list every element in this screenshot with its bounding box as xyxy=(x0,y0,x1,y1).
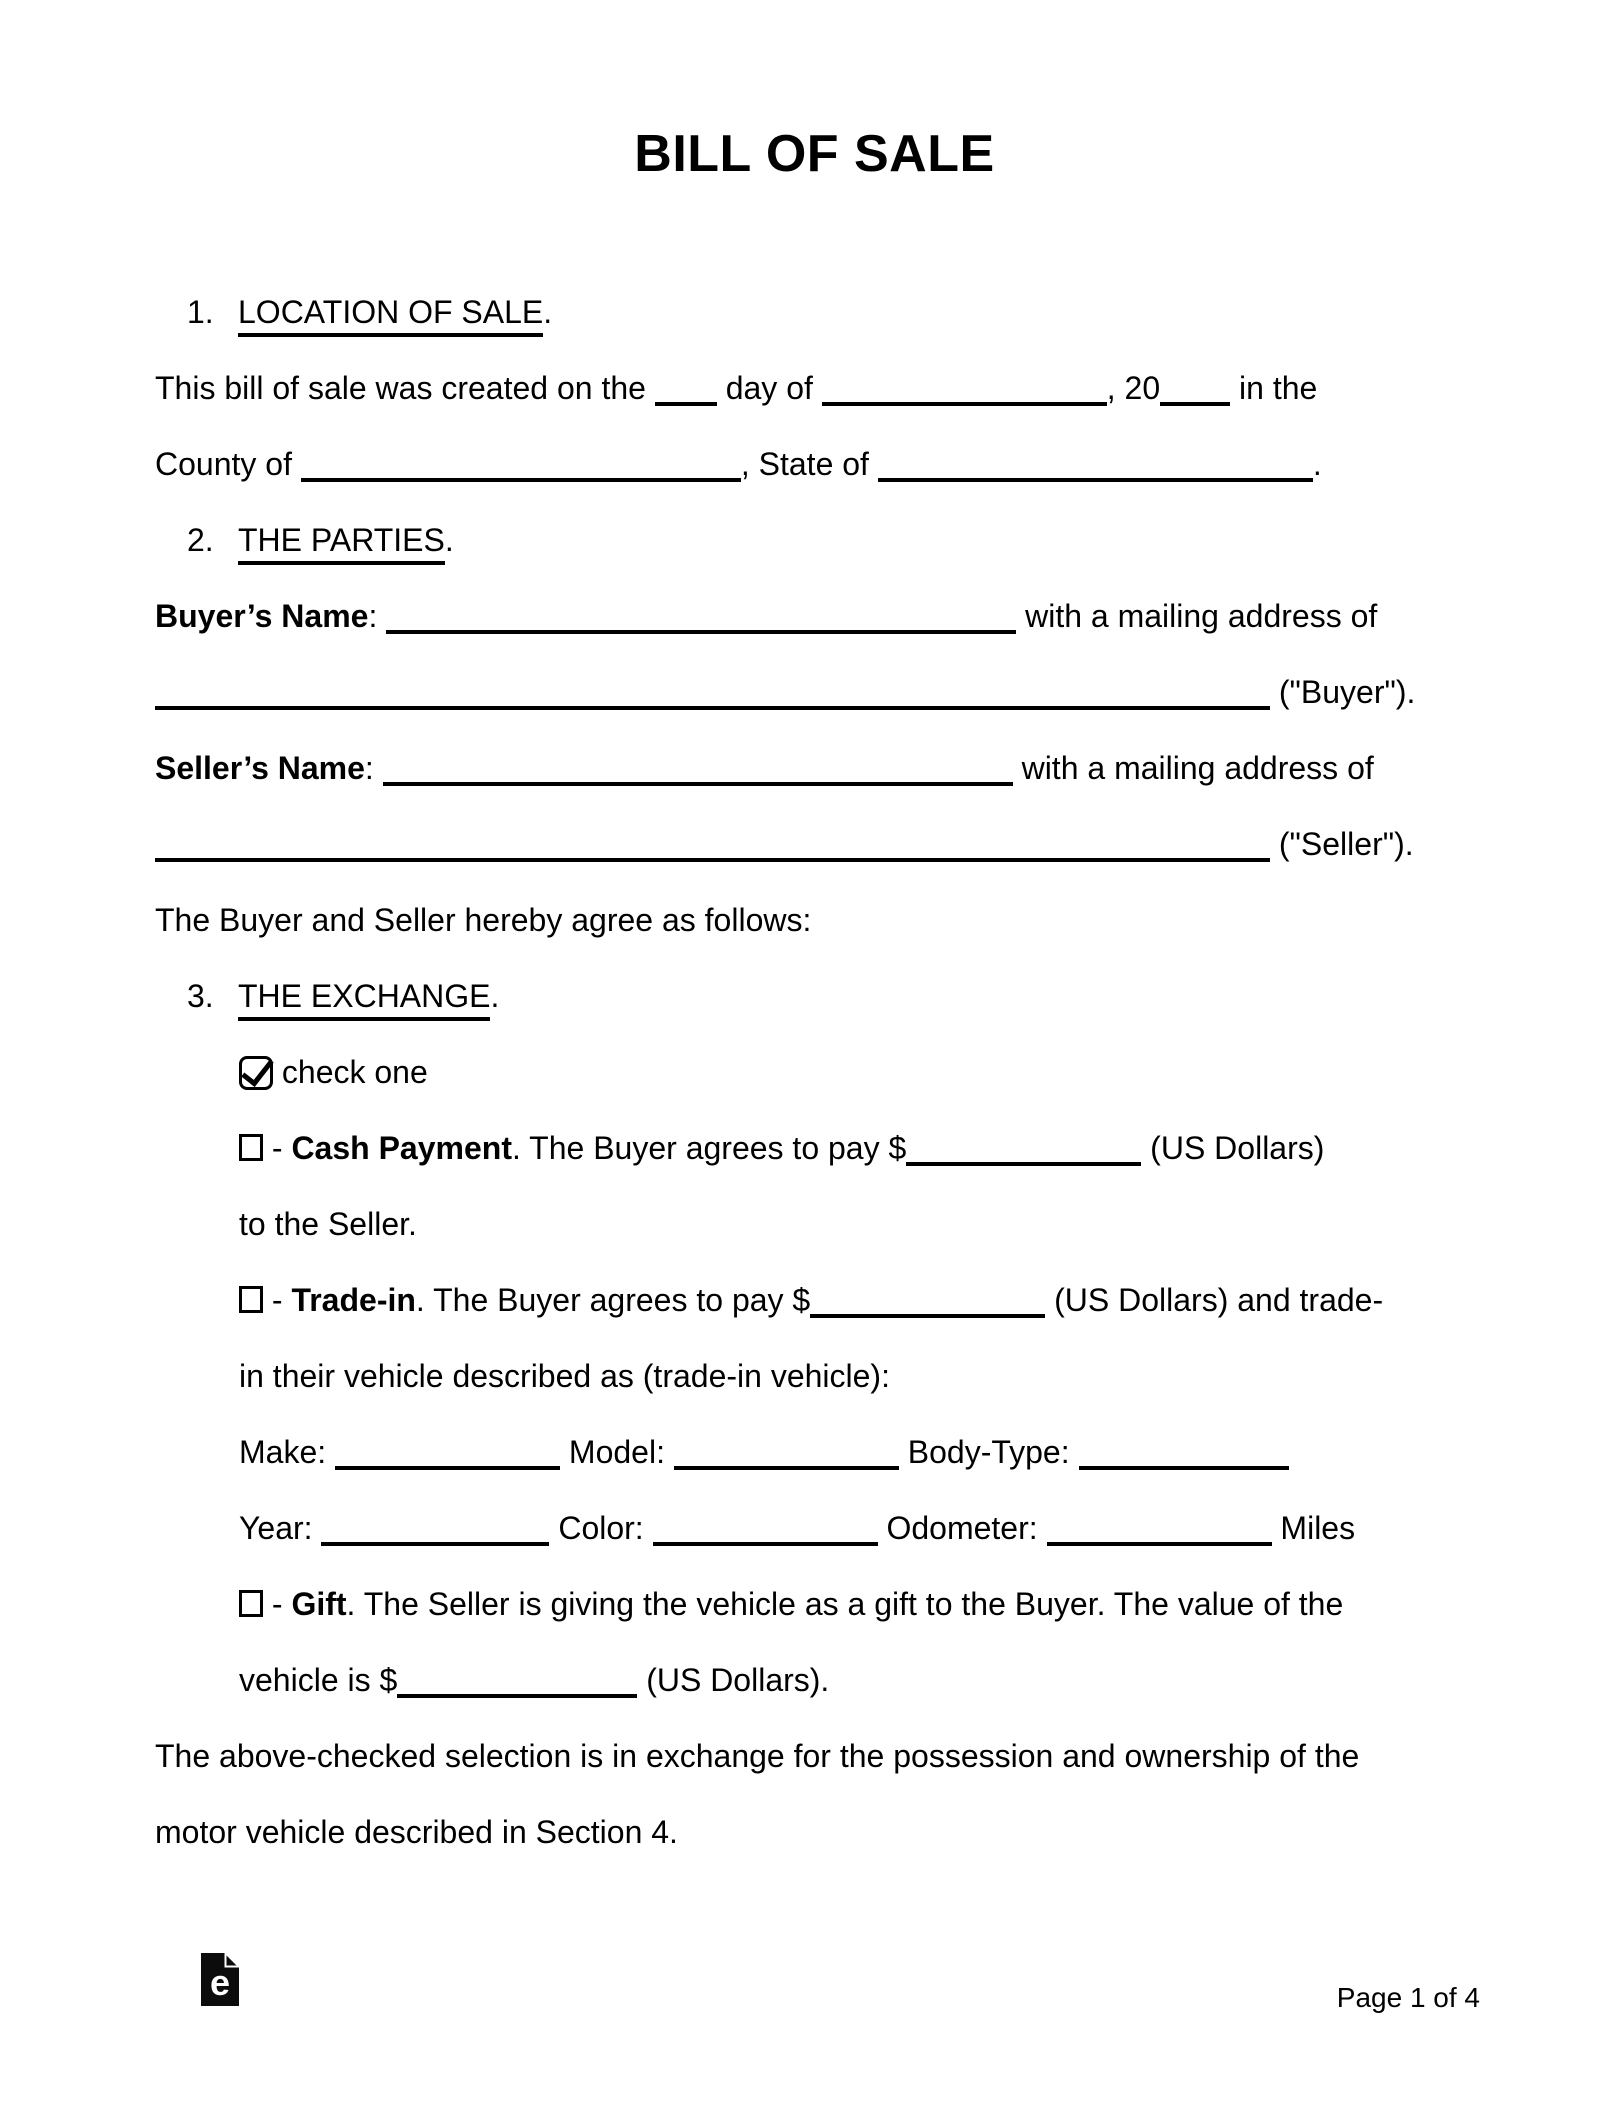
make-blank[interactable] xyxy=(335,1466,560,1470)
cash-payment-checkbox-icon[interactable] xyxy=(239,1134,263,1161)
text-segment: . The Buyer agrees to pay $ xyxy=(415,1282,811,1318)
text-segment: (US Dollars). xyxy=(637,1662,830,1698)
bold-text-segment: Buyer’s Name xyxy=(155,598,369,634)
text-segment: Miles xyxy=(1271,1510,1356,1546)
seller-name-line xyxy=(155,730,1474,806)
eforms-logo-icon xyxy=(201,1953,239,2006)
odometer-blank[interactable] xyxy=(1047,1542,1272,1546)
trade-amount-blank[interactable] xyxy=(810,1314,1045,1318)
section-1-heading-suffix: . xyxy=(543,294,553,330)
bold-text-segment: Trade-in xyxy=(291,1282,416,1318)
gift-checkbox-icon[interactable] xyxy=(239,1590,263,1617)
text-segment: . The Seller is giving the vehicle as a gift to the Buyer. The value of the xyxy=(346,1586,1344,1622)
text-segment: County of xyxy=(155,446,301,482)
text-segment: This bill of sale was created on the xyxy=(155,370,655,406)
cash-payment-line xyxy=(155,1110,1474,1186)
section-2-heading-number: 2. xyxy=(187,522,214,558)
text-segment: ("Buyer"). xyxy=(1270,674,1416,710)
gift-line xyxy=(155,1566,1474,1642)
closing-line-2 xyxy=(155,1794,1474,1870)
text-segment: Year: xyxy=(239,1510,322,1546)
text-segment: , State of xyxy=(740,446,878,482)
text-segment: motor vehicle described in Section 4. xyxy=(155,1814,678,1850)
text-segment: day of xyxy=(716,370,822,406)
document-content xyxy=(0,112,1624,1870)
county-blank[interactable] xyxy=(301,478,741,482)
text-segment: - xyxy=(263,1282,292,1318)
year-blank[interactable] xyxy=(1160,402,1230,406)
eforms-logo xyxy=(201,1953,239,2014)
vehicle-year-blank[interactable] xyxy=(321,1542,549,1546)
body-type-blank[interactable] xyxy=(1079,1466,1289,1470)
text-segment: to the Seller. xyxy=(239,1206,417,1242)
section-1-heading-label: LOCATION OF SALE xyxy=(238,294,543,337)
text-segment: Body-Type: xyxy=(898,1434,1079,1470)
section-2-heading-label: THE PARTIES xyxy=(238,522,445,565)
seller-address-line xyxy=(155,806,1474,882)
text-segment: vehicle is $ xyxy=(239,1662,398,1698)
section-3-heading-label: THE EXCHANGE xyxy=(238,978,490,1021)
bold-text-segment: Seller’s Name xyxy=(155,750,365,786)
vehicle-make-line xyxy=(155,1414,1474,1490)
text-segment: (US Dollars) xyxy=(1141,1130,1325,1166)
page-title: BILL OF SALE xyxy=(634,125,995,183)
page-number-label: Page 1 of 4 xyxy=(1336,1982,1480,2013)
text-segment: Make: xyxy=(239,1434,336,1470)
text-segment: - xyxy=(263,1130,292,1166)
text-segment: (US Dollars) and trade- xyxy=(1045,1282,1384,1318)
buyer-name-line xyxy=(155,578,1474,654)
trade-in-checkbox-icon[interactable] xyxy=(239,1286,263,1313)
vehicle-year-line xyxy=(155,1490,1474,1566)
text-segment: in the xyxy=(1230,370,1318,406)
svg-text:e: e xyxy=(209,1962,231,2003)
section-2-heading-suffix: . xyxy=(444,522,454,558)
seller-name-blank[interactable] xyxy=(383,782,1013,786)
bold-text-segment: Gift xyxy=(291,1586,347,1622)
bold-text-segment: Cash Payment xyxy=(291,1130,512,1166)
text-segment: , 20 xyxy=(1106,370,1161,406)
text-segment: Model: xyxy=(560,1434,674,1470)
buyer-name-blank[interactable] xyxy=(386,630,1016,634)
cash-amount-blank[interactable] xyxy=(906,1162,1141,1166)
text-segment: The above-checked selection is in exchange for the possession and ownership of the xyxy=(155,1738,1360,1774)
state-blank[interactable] xyxy=(878,478,1313,482)
model-blank[interactable] xyxy=(674,1466,899,1470)
county-state-line xyxy=(155,426,1474,502)
text-segment: check one xyxy=(273,1054,428,1090)
section-3-heading-number: 3. xyxy=(187,978,214,1014)
text-segment: ("Seller"). xyxy=(1270,826,1414,862)
section-3-heading xyxy=(155,958,1474,1034)
text-segment: - xyxy=(263,1586,292,1622)
buyer-address-blank[interactable] xyxy=(155,706,1270,710)
document-body xyxy=(155,274,1474,1870)
text-segment: in their vehicle described as (trade-in vehicle): xyxy=(239,1358,890,1394)
section-3-heading-suffix: . xyxy=(490,978,500,1014)
cash-payment-line-2 xyxy=(155,1186,1474,1262)
month-blank[interactable] xyxy=(822,402,1107,406)
gift-line-2 xyxy=(155,1642,1474,1718)
trade-in-line xyxy=(155,1262,1474,1338)
text-segment: Odometer: xyxy=(877,1510,1047,1546)
check-one-line xyxy=(155,1034,1474,1110)
day-blank[interactable] xyxy=(655,402,717,406)
section-2-heading xyxy=(155,502,1474,578)
text-segment: Color: xyxy=(549,1510,653,1546)
text-segment: The Buyer and Seller hereby agree as follows: xyxy=(155,902,812,938)
date-line xyxy=(155,350,1474,426)
section-1-heading xyxy=(155,274,1474,350)
gift-value-blank[interactable] xyxy=(397,1694,637,1698)
check-one-checkbox-checked-icon[interactable] xyxy=(239,1056,273,1090)
closing-line-1 xyxy=(155,1718,1474,1794)
color-blank[interactable] xyxy=(653,1542,878,1546)
text-segment: . xyxy=(1312,446,1322,482)
text-segment: : xyxy=(364,750,383,786)
trade-in-line-2 xyxy=(155,1338,1474,1414)
buyer-address-line xyxy=(155,654,1474,730)
agreement-intro-line xyxy=(155,882,1474,958)
text-segment: . The Buyer agrees to pay $ xyxy=(511,1130,907,1166)
section-1-heading-number: 1. xyxy=(187,294,214,330)
text-segment: with a mailing address of xyxy=(1016,598,1378,634)
seller-address-blank[interactable] xyxy=(155,858,1270,862)
text-segment: : xyxy=(368,598,387,634)
text-segment: with a mailing address of xyxy=(1012,750,1374,786)
